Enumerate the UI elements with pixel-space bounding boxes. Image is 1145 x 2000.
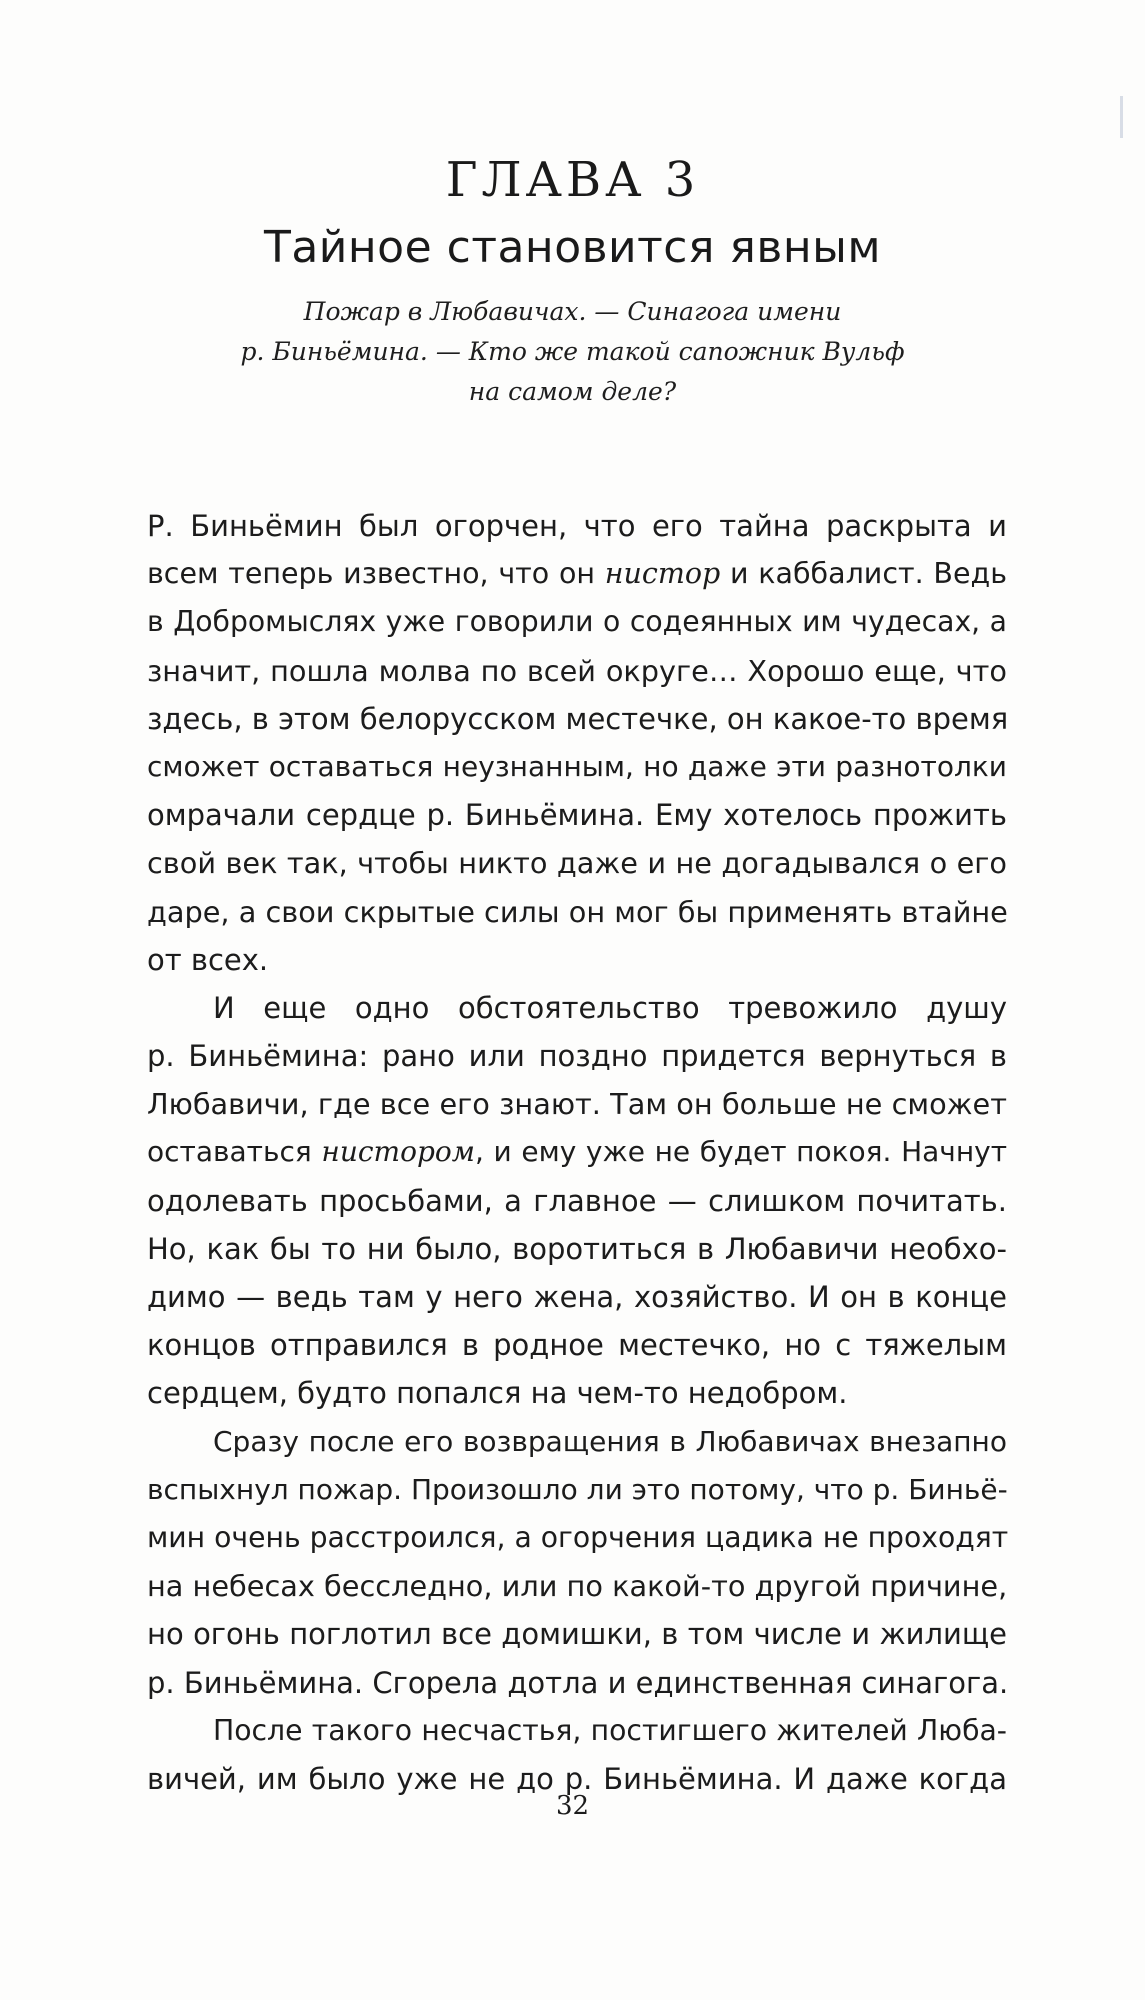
text-line: в Добромыслях уже говорили о содеянных им чудесах, а [147, 605, 1007, 639]
text-line: Но, как бы то ни было, воротиться в Любавичи необхо- [147, 1231, 1007, 1266]
text-line: вспыхнул пожар. Произошло ли это потому, что р. Биньё- [147, 1472, 1008, 1506]
text-line: но огонь поглотил все домишки, в том числе и жилище [147, 1617, 1007, 1652]
text-line [147, 550, 1007, 598]
text-line: сердцем, будто попался на чем-то недобром. [147, 1376, 848, 1411]
italic-term: нистор [604, 557, 721, 591]
text-line: Сразу после его возвращения в Любавичах внезапно [213, 1424, 1007, 1458]
chapter-summary-line: на самом деле? [468, 377, 677, 406]
text-line: сможет оставаться неузнанным, но даже эти разнотолки [147, 749, 1007, 783]
chapter-summary [200, 292, 945, 412]
text-segment: и каббалист. Ведь [720, 557, 1007, 591]
text-line: димо — ведь там у него жена, хозяйство. И он в конце [147, 1280, 1007, 1314]
text-line [147, 1128, 1007, 1176]
text-line: После такого несчастья, постигшего жителей Люба- [213, 1713, 1007, 1747]
text-line: концов отправился в родное местечко, но с тяжелым [147, 1328, 1007, 1363]
text-line: даре, а свои скрытые силы он мог бы применять втайне [147, 894, 1008, 929]
body-text [147, 502, 1007, 1803]
chapter-number: ГЛАВА 3 [445, 152, 700, 208]
text-line: здесь, в этом белорусском местечке, он какое-то время [147, 701, 1009, 736]
text-line: мин очень расстроился, а огорчения цадика не проходят [147, 1520, 1009, 1554]
text-line: одолевать просьбами, а главное — слишком почитать. [147, 1183, 1007, 1218]
text-line: вичей, им было уже не до р. Биньёмина. И даже когда [147, 1761, 1007, 1796]
text-line: свой век так, чтобы никто даже и не догадывался о его [147, 846, 1007, 881]
text-line: И еще одно обстоятельство тревожило душу [213, 990, 1007, 1025]
text-line: р. Биньёмина: рано или поздно придется вернуться в [147, 1039, 1007, 1074]
chapter-summary-line: р. Биньёмина. — Кто же такой сапожник Вульф [240, 337, 905, 366]
text-line: на небесах бесследно, или по какой-то другой причине, [147, 1569, 1008, 1604]
italic-term: нистором [321, 1135, 475, 1169]
text-line: омрачали сердце р. Биньёмина. Ему хотелось прожить [147, 798, 1007, 833]
text-segment: всем теперь известно, что он [147, 557, 605, 591]
page-edge-mark [1120, 96, 1123, 138]
page-number: 32 [555, 1791, 590, 1821]
text-line: Р. Биньёмин был огорчен, что его тайна раскрыта и [147, 509, 1007, 543]
text-line: Любавичи, где все его знают. Там он больше не сможет [147, 1087, 1007, 1122]
text-segment: оставаться [147, 1135, 322, 1169]
text-line: р. Биньёмина. Сгорела дотла и единственная синагога. [147, 1665, 1009, 1700]
text-line: значит, пошла молва по всей округе… Хорошо еще, что [147, 653, 1007, 688]
text-line: от всех. [147, 942, 269, 977]
chapter-summary-line: Пожар в Любавичах. — Синагога имени [303, 297, 842, 326]
text-segment: , и ему уже не будет покоя. Начнут [474, 1135, 1008, 1169]
chapter-title: Тайное становится явным [263, 222, 882, 273]
